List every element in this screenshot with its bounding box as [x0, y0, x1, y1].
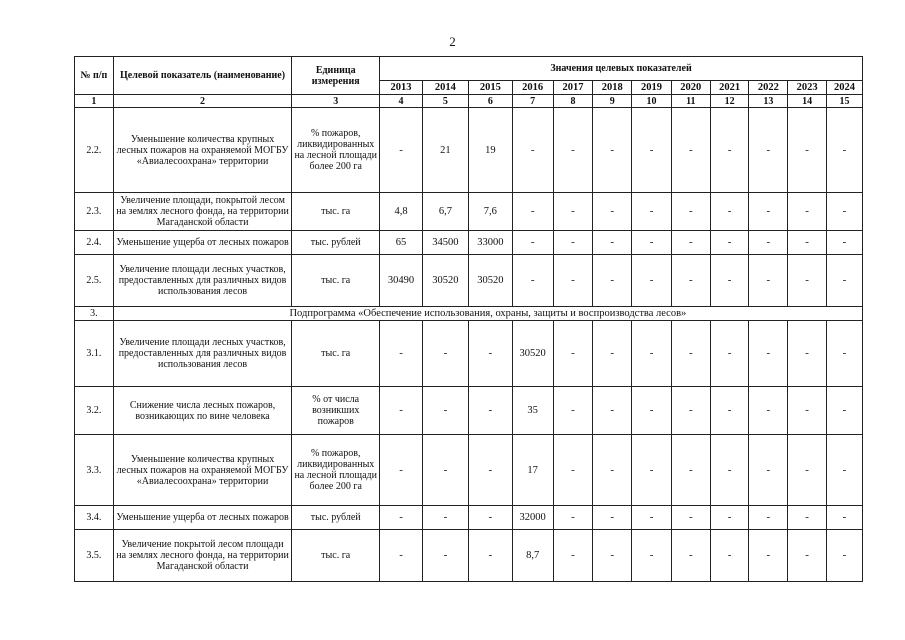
value-cell: 34500 — [422, 231, 468, 255]
table-row — [75, 108, 863, 193]
value-cell: - — [593, 231, 632, 255]
value-cell: - — [422, 506, 468, 530]
value-cell: - — [593, 387, 632, 435]
value-cell: - — [468, 435, 512, 506]
header-year: 2015 — [468, 81, 512, 95]
value-cell: - — [512, 255, 553, 307]
value-cell: - — [422, 530, 468, 582]
column-index: 4 — [380, 95, 423, 108]
header-year: 2013 — [380, 81, 423, 95]
value-cell: - — [632, 255, 672, 307]
column-index: 1 — [75, 95, 114, 108]
value-cell: 6,7 — [422, 193, 468, 231]
value-cell: - — [671, 435, 710, 506]
value-cell: - — [749, 530, 788, 582]
value-cell: 30490 — [380, 255, 423, 307]
value-cell: - — [593, 108, 632, 193]
subprogram-num: 3. — [75, 307, 114, 321]
value-cell: 32000 — [512, 506, 553, 530]
value-cell: - — [380, 387, 423, 435]
value-cell: 17 — [512, 435, 553, 506]
value-cell: 21 — [422, 108, 468, 193]
indicator-name: Снижение числа лесных пожаров, возникающих по вине человека — [113, 387, 292, 435]
header-num: № п/п — [75, 57, 114, 95]
value-cell: - — [826, 108, 862, 193]
target-indicators-table — [74, 56, 863, 582]
header-year: 2017 — [553, 81, 593, 95]
value-cell: - — [788, 530, 827, 582]
value-cell: - — [749, 506, 788, 530]
value-cell: - — [788, 255, 827, 307]
value-cell: - — [512, 231, 553, 255]
row-number: 2.5. — [75, 255, 114, 307]
value-cell: - — [593, 255, 632, 307]
unit-cell: тыс. рублей — [292, 231, 380, 255]
value-cell: - — [710, 506, 749, 530]
column-index: 7 — [512, 95, 553, 108]
value-cell: - — [788, 231, 827, 255]
column-index: 12 — [710, 95, 749, 108]
value-cell: - — [749, 255, 788, 307]
value-cell: - — [710, 231, 749, 255]
subprogram-row — [75, 307, 863, 321]
value-cell: - — [671, 108, 710, 193]
value-cell: - — [749, 435, 788, 506]
row-number: 3.1. — [75, 321, 114, 387]
table-header — [75, 57, 863, 108]
value-cell: 65 — [380, 231, 423, 255]
header-year: 2019 — [632, 81, 672, 95]
unit-cell: тыс. га — [292, 193, 380, 231]
column-index: 3 — [292, 95, 380, 108]
header-year: 2020 — [671, 81, 710, 95]
value-cell: - — [710, 193, 749, 231]
column-index: 2 — [113, 95, 292, 108]
value-cell: 8,7 — [512, 530, 553, 582]
row-number: 3.3. — [75, 435, 114, 506]
value-cell: 4,8 — [380, 193, 423, 231]
row-number: 2.3. — [75, 193, 114, 231]
unit-cell: тыс. рублей — [292, 506, 380, 530]
indicator-name: Уменьшение ущерба от лесных пожаров — [113, 231, 292, 255]
unit-cell: тыс. га — [292, 255, 380, 307]
value-cell: - — [553, 435, 593, 506]
value-cell: - — [788, 506, 827, 530]
value-cell: - — [710, 321, 749, 387]
indicator-name: Увеличение площади лесных участков, предоставленных для различных видов использования лесов — [113, 321, 292, 387]
header-year: 2022 — [749, 81, 788, 95]
header-year: 2016 — [512, 81, 553, 95]
value-cell: 30520 — [468, 255, 512, 307]
indicator-name: Уменьшение количества крупных лесных пожаров на охраняемой МОГБУ «Авиалесоохрана» территории — [113, 435, 292, 506]
row-number: 3.4. — [75, 506, 114, 530]
value-cell: - — [593, 530, 632, 582]
value-cell: - — [710, 255, 749, 307]
value-cell: - — [671, 387, 710, 435]
table-row — [75, 530, 863, 582]
value-cell: - — [826, 321, 862, 387]
value-cell: - — [553, 321, 593, 387]
value-cell: - — [422, 321, 468, 387]
value-cell: - — [710, 530, 749, 582]
header-unit: Единица измерения — [292, 57, 380, 95]
value-cell: - — [380, 530, 423, 582]
value-cell: 30520 — [422, 255, 468, 307]
value-cell: - — [788, 321, 827, 387]
value-cell: - — [826, 193, 862, 231]
value-cell: - — [632, 506, 672, 530]
header-year: 2023 — [788, 81, 827, 95]
column-index: 11 — [671, 95, 710, 108]
column-index: 6 — [468, 95, 512, 108]
value-cell: 33000 — [468, 231, 512, 255]
value-cell: - — [788, 193, 827, 231]
column-index: 5 — [422, 95, 468, 108]
value-cell: - — [422, 435, 468, 506]
value-cell: - — [593, 321, 632, 387]
value-cell: - — [749, 321, 788, 387]
value-cell: 7,6 — [468, 193, 512, 231]
value-cell: - — [468, 321, 512, 387]
unit-cell: % от числа возникших пожаров — [292, 387, 380, 435]
value-cell: - — [826, 506, 862, 530]
value-cell: - — [671, 231, 710, 255]
value-cell: - — [553, 108, 593, 193]
column-index: 15 — [826, 95, 862, 108]
value-cell: - — [671, 321, 710, 387]
value-cell: - — [468, 387, 512, 435]
value-cell: - — [710, 435, 749, 506]
value-cell: - — [710, 387, 749, 435]
value-cell: 19 — [468, 108, 512, 193]
value-cell: - — [422, 387, 468, 435]
value-cell: - — [632, 530, 672, 582]
value-cell: - — [671, 193, 710, 231]
value-cell: - — [632, 231, 672, 255]
value-cell: 35 — [512, 387, 553, 435]
value-cell: - — [671, 255, 710, 307]
row-number: 2.4. — [75, 231, 114, 255]
table-row — [75, 506, 863, 530]
row-number: 2.2. — [75, 108, 114, 193]
indicator-name: Увеличение покрытой лесом площади на землях лесного фонда, на территории Магаданской области — [113, 530, 292, 582]
table-row — [75, 435, 863, 506]
value-cell: - — [468, 530, 512, 582]
value-cell: - — [710, 108, 749, 193]
unit-cell: тыс. га — [292, 530, 380, 582]
value-cell: - — [632, 193, 672, 231]
table-row — [75, 255, 863, 307]
value-cell: - — [632, 387, 672, 435]
value-cell: - — [553, 387, 593, 435]
value-cell: - — [512, 108, 553, 193]
indicator-name: Увеличение площади, покрытой лесом на землях лесного фонда, на территории Магаданской области — [113, 193, 292, 231]
value-cell: - — [380, 321, 423, 387]
value-cell: - — [380, 506, 423, 530]
page-number: 2 — [449, 34, 456, 49]
value-cell: - — [788, 387, 827, 435]
unit-cell: % пожаров, ликвидированных на лесной площади более 200 га — [292, 435, 380, 506]
unit-cell: % пожаров, ликвидированных на лесной площади более 200 га — [292, 108, 380, 193]
value-cell: - — [632, 321, 672, 387]
value-cell: - — [826, 435, 862, 506]
value-cell: - — [593, 506, 632, 530]
value-cell: - — [593, 435, 632, 506]
value-cell: - — [632, 435, 672, 506]
column-index: 8 — [553, 95, 593, 108]
value-cell: - — [553, 255, 593, 307]
indicator-name: Уменьшение ущерба от лесных пожаров — [113, 506, 292, 530]
table-row — [75, 321, 863, 387]
value-cell: - — [788, 108, 827, 193]
value-cell: - — [632, 108, 672, 193]
column-index: 14 — [788, 95, 827, 108]
column-index: 9 — [593, 95, 632, 108]
value-cell: - — [553, 231, 593, 255]
header-year: 2021 — [710, 81, 749, 95]
value-cell: - — [749, 193, 788, 231]
value-cell: - — [826, 387, 862, 435]
value-cell: - — [749, 231, 788, 255]
header-indicator: Целевой показатель (наименование) — [113, 57, 292, 95]
value-cell: - — [593, 193, 632, 231]
table-row — [75, 387, 863, 435]
row-number: 3.5. — [75, 530, 114, 582]
value-cell: - — [512, 193, 553, 231]
value-cell: - — [788, 435, 827, 506]
value-cell: - — [671, 506, 710, 530]
value-cell: - — [553, 506, 593, 530]
header-values: Значения целевых показателей — [380, 57, 863, 81]
table-row — [75, 231, 863, 255]
header-year: 2014 — [422, 81, 468, 95]
header-year: 2024 — [826, 81, 862, 95]
value-cell: - — [380, 108, 423, 193]
column-index: 13 — [749, 95, 788, 108]
value-cell: - — [671, 530, 710, 582]
value-cell: - — [468, 506, 512, 530]
value-cell: - — [553, 193, 593, 231]
value-cell: - — [826, 231, 862, 255]
value-cell: - — [380, 435, 423, 506]
value-cell: - — [749, 387, 788, 435]
table-row — [75, 193, 863, 231]
column-index: 10 — [632, 95, 672, 108]
unit-cell: тыс. га — [292, 321, 380, 387]
value-cell: 30520 — [512, 321, 553, 387]
subprogram-title: Подпрограмма «Обеспечение использования, охраны, защиты и воспроизводства лесов» — [113, 307, 862, 321]
value-cell: - — [553, 530, 593, 582]
header-year: 2018 — [593, 81, 632, 95]
indicator-name: Увеличение площади лесных участков, предоставленных для различных видов использования лесов — [113, 255, 292, 307]
value-cell: - — [826, 255, 862, 307]
value-cell: - — [826, 530, 862, 582]
value-cell: - — [749, 108, 788, 193]
row-number: 3.2. — [75, 387, 114, 435]
indicator-name: Уменьшение количества крупных лесных пожаров на охраняемой МОГБУ «Авиалесоохрана» территории — [113, 108, 292, 193]
